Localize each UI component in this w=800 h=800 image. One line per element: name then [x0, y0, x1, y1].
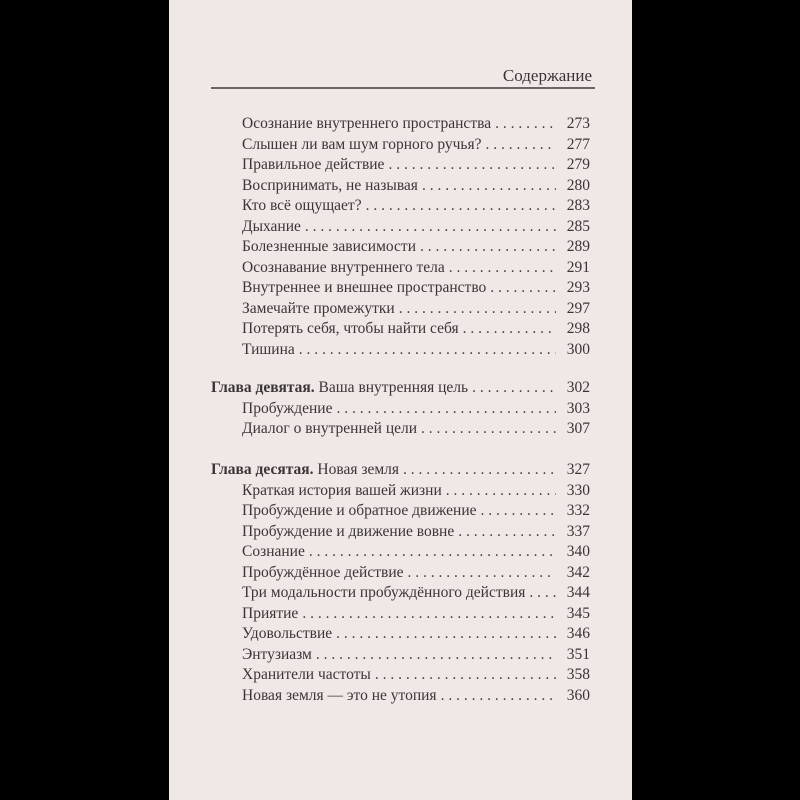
toc-entry	[211, 320, 590, 341]
page-number: 303	[566, 399, 590, 417]
toc-entry	[211, 502, 590, 523]
page-number: 337	[566, 522, 590, 540]
page-number: 293	[566, 279, 590, 296]
page-number: 298	[566, 320, 590, 337]
toc-entry	[211, 564, 590, 585]
page-number: 345	[566, 604, 590, 622]
running-header: Содержание	[502, 66, 592, 85]
chapter-title: Новая земля	[317, 461, 400, 478]
dot-leader	[472, 379, 556, 397]
entry-title: Пробуждение и движение вовне	[242, 522, 455, 540]
entry-title: Новая земля — это не утопия	[242, 686, 437, 704]
toc-entry	[211, 420, 590, 441]
page-number: 297	[566, 299, 590, 317]
dot-leader	[336, 625, 556, 643]
entry-title: Осознавание внутреннего тела	[242, 258, 445, 276]
dot-leader	[463, 320, 556, 338]
dot-leader	[375, 666, 556, 684]
dot-leader	[403, 461, 556, 479]
page-number: 327	[566, 461, 590, 478]
page-number: 277	[566, 135, 590, 153]
entry-title: Краткая история вашей жизни	[242, 481, 442, 499]
toc-entry	[211, 400, 590, 421]
chapter-title: Ваша внутренняя цель	[318, 379, 469, 396]
page-number: 307	[566, 420, 590, 437]
toc-section-1	[211, 115, 590, 361]
entry-title	[211, 379, 468, 397]
dot-leader	[495, 115, 556, 133]
entry-title: Три модальности пробуждённого действия	[242, 584, 526, 601]
toc-entry	[211, 625, 590, 646]
chapter-label: Глава девятая.	[211, 379, 315, 396]
toc-chapter-entry	[211, 461, 590, 482]
entry-title: Внутреннее и внешнее пространство	[242, 279, 487, 296]
dot-leader	[490, 279, 556, 297]
toc-entry	[211, 687, 590, 708]
entry-title: Пробуждение и обратное движение	[242, 502, 477, 519]
page-number: 358	[566, 666, 590, 683]
toc-entry	[211, 259, 590, 280]
dot-leader	[302, 605, 556, 623]
toc-entry	[211, 115, 590, 136]
toc-entry	[211, 177, 590, 198]
entry-title: Приятие	[242, 604, 299, 622]
page-number: 360	[566, 686, 590, 704]
dot-leader	[399, 300, 556, 318]
dot-leader	[388, 156, 556, 174]
entry-title: Пробуждение	[242, 399, 333, 417]
toc-chapter-10	[211, 461, 590, 707]
entry-title: Правильное действие	[242, 156, 385, 173]
toc-entry	[211, 646, 590, 667]
dot-leader	[366, 197, 556, 215]
page-number: 283	[566, 197, 590, 214]
toc-entry	[211, 666, 590, 687]
page-number: 330	[566, 481, 590, 499]
entry-title: Энтузиазм	[242, 645, 312, 663]
page-number: 300	[566, 340, 590, 358]
dot-leader	[408, 564, 556, 582]
dot-leader	[299, 341, 556, 359]
toc-entry	[211, 482, 590, 503]
dot-leader	[309, 543, 556, 561]
toc-entry	[211, 300, 590, 321]
dot-leader	[529, 584, 556, 602]
page-number: 344	[566, 584, 590, 601]
page-number: 280	[566, 176, 590, 194]
dot-leader	[421, 420, 556, 438]
toc-entry	[211, 156, 590, 177]
toc-entry	[211, 584, 590, 605]
dot-leader	[305, 218, 556, 236]
page-number: 346	[566, 625, 590, 642]
book-page	[169, 0, 632, 800]
dot-leader	[420, 238, 556, 256]
entry-title: Воспринимать, не называя	[242, 176, 418, 194]
entry-title: Дыхание	[242, 217, 301, 235]
dot-leader	[316, 646, 556, 664]
page-number: 340	[566, 543, 590, 560]
entry-title: Удовольствие	[242, 625, 333, 642]
entry-title	[211, 461, 399, 479]
page-number: 351	[566, 645, 590, 663]
toc-entry	[211, 543, 590, 564]
entry-title: Сознание	[242, 543, 305, 560]
dot-leader	[449, 259, 556, 277]
entry-title: Болезненные зависимости	[242, 238, 416, 255]
dot-leader	[458, 523, 556, 541]
dot-leader	[486, 136, 556, 154]
entry-title: Осознание внутреннего пространства	[242, 115, 492, 132]
entry-title: Пробуждённое действие	[242, 563, 404, 581]
chapter-label: Глава десятая.	[211, 461, 314, 478]
page-number: 342	[566, 563, 590, 581]
toc-entry	[211, 341, 590, 362]
page-number: 285	[566, 217, 590, 235]
toc-entry	[211, 197, 590, 218]
toc-entry	[211, 218, 590, 239]
toc-entry	[211, 136, 590, 157]
entry-title: Хранители частоты	[242, 666, 371, 683]
entry-title: Тишина	[242, 340, 295, 358]
page-number: 332	[566, 502, 590, 519]
dot-leader	[481, 502, 556, 520]
toc-entry	[211, 523, 590, 544]
page-number: 273	[566, 115, 590, 132]
toc-chapter-9	[211, 379, 590, 441]
toc-entry	[211, 605, 590, 626]
page-number: 291	[566, 258, 590, 276]
dot-leader	[336, 400, 556, 418]
entry-title: Кто всё ощущает?	[242, 197, 362, 214]
dot-leader	[441, 687, 556, 705]
entry-title: Диалог о внутренней цели	[242, 420, 418, 437]
dot-leader	[422, 177, 556, 195]
page-number: 289	[566, 238, 590, 255]
entry-title: Слышен ли вам шум горного ручья?	[242, 135, 482, 153]
toc-entry	[211, 279, 590, 300]
entry-title: Замечайте промежутки	[242, 299, 395, 317]
header-rule	[211, 87, 595, 89]
page-number: 279	[566, 156, 590, 173]
toc-entry	[211, 238, 590, 259]
toc-chapter-entry	[211, 379, 590, 400]
entry-title: Потерять себя, чтобы найти себя	[242, 320, 459, 337]
dot-leader	[446, 482, 556, 500]
page-number: 302	[566, 379, 590, 396]
